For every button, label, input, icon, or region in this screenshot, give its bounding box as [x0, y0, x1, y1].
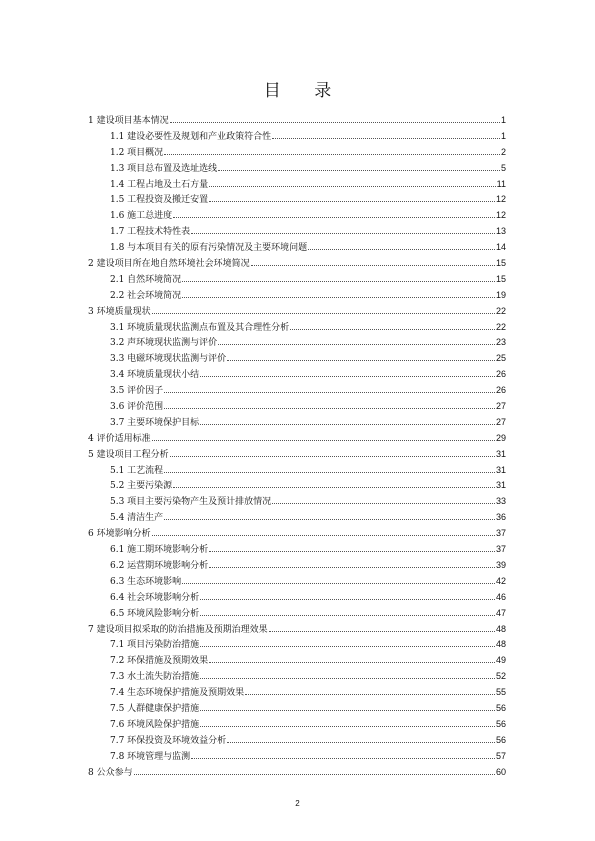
toc-entry-label: 5 建设项目工程分析	[88, 449, 169, 460]
toc-entry-page: 1	[500, 115, 506, 125]
toc-entry-label: 7 建设项目拟采取的防治措施及预期治理效果	[88, 624, 268, 635]
toc-entry-label: 8 公众参与	[88, 767, 133, 778]
toc-entry-page: 26	[495, 369, 506, 380]
dot-leader	[209, 550, 495, 552]
toc-entry-page: 33	[495, 496, 506, 507]
toc-entry[interactable]	[88, 320, 506, 336]
dot-leader	[164, 471, 495, 473]
toc-entry-page: 56	[495, 734, 506, 745]
toc-entry-page: 22	[495, 305, 506, 316]
toc-entry[interactable]	[88, 463, 506, 479]
dot-leader	[182, 582, 495, 584]
toc-entry-page: 25	[495, 353, 506, 364]
dot-leader	[164, 518, 495, 520]
dot-leader	[200, 677, 495, 679]
toc-entry-page: 13	[495, 226, 506, 237]
toc-entry[interactable]	[88, 606, 506, 622]
toc-entry-page: 57	[495, 750, 506, 761]
page-number: 2	[295, 799, 300, 808]
dot-leader	[290, 328, 495, 330]
toc-entry-label: 1.8 与本项目有关的原有污染情况及主要环境问题	[110, 243, 308, 254]
dot-leader	[218, 169, 500, 171]
toc-entry-page: 19	[495, 289, 506, 300]
toc-entry[interactable]	[88, 351, 506, 367]
dot-leader	[308, 248, 495, 250]
toc-entry-label: 3.7 主要环境保护目标	[110, 417, 200, 428]
toc-title: 目 录	[263, 81, 346, 101]
dot-leader	[209, 200, 495, 202]
toc-entry[interactable]	[88, 161, 506, 177]
dot-leader	[164, 407, 495, 409]
toc-entry-label: 3.6 评价范围	[110, 402, 164, 413]
dot-leader	[269, 630, 495, 632]
toc-entry-label: 1.1 建设必要性及规划和产业政策符合性	[110, 131, 272, 142]
toc-entry[interactable]	[88, 701, 506, 717]
toc-entry[interactable]	[88, 431, 506, 447]
toc-entry-page: 56	[495, 702, 506, 713]
toc-entry-page: 27	[495, 401, 506, 412]
toc-entry-label: 5.4 清洁生产	[110, 513, 164, 524]
toc-entry[interactable]	[88, 447, 506, 463]
dot-leader	[272, 502, 495, 504]
toc-entry-label: 6.5 环境风险影响分析	[110, 608, 200, 619]
toc-entry-page: 1	[500, 130, 506, 141]
dot-leader	[245, 693, 495, 695]
toc-entry-page: 15	[495, 273, 506, 284]
toc-entry-page: 11	[496, 178, 506, 189]
toc-entry[interactable]	[88, 335, 506, 351]
toc-entry-page: 27	[495, 416, 506, 427]
toc-entry[interactable]	[88, 399, 506, 415]
toc-entry-label: 1.2 项目概况	[110, 147, 164, 158]
toc-entry-page: 37	[495, 544, 506, 555]
toc-entry-page: 22	[495, 321, 506, 332]
toc-entry[interactable]	[88, 129, 506, 145]
toc-entry[interactable]	[88, 765, 506, 781]
dot-leader	[200, 375, 495, 377]
dot-leader	[218, 343, 495, 345]
toc-entry[interactable]	[88, 717, 506, 733]
toc-entry-label: 7.3 水土流失防治措施	[110, 672, 200, 683]
toc-entry[interactable]	[88, 542, 506, 558]
toc-entry-label: 1.4 工程占地及土石方量	[110, 179, 209, 190]
toc-entry-page: 5	[500, 162, 506, 173]
toc-entry-page: 31	[495, 464, 506, 475]
toc-entry-page: 49	[495, 655, 506, 666]
toc-entry-label: 2 建设项目所在地自然环境社会环境简况	[88, 259, 250, 270]
toc-entry[interactable]	[88, 510, 506, 526]
toc-entry-label: 3.4 环境质量现状小结	[110, 370, 200, 381]
dot-leader	[251, 264, 495, 266]
toc-entry-page: 31	[495, 480, 506, 491]
toc-entry-label: 1.7 工程技术特性表	[110, 227, 191, 238]
toc-entry[interactable]	[88, 192, 506, 208]
toc-entry-label: 6.2 运营期环境影响分析	[110, 560, 209, 571]
toc-entry[interactable]	[88, 304, 506, 320]
dot-leader	[170, 455, 495, 457]
toc-entry[interactable]	[88, 590, 506, 606]
dot-leader	[227, 741, 495, 743]
dot-leader	[200, 614, 495, 616]
toc-entry-label: 7.5 人群健康保护措施	[110, 703, 200, 714]
dot-leader	[191, 757, 495, 759]
toc-entry-label: 2.1 自然环境简况	[110, 274, 182, 285]
toc-entry[interactable]	[88, 653, 506, 669]
toc-entry-label: 7.7 环保投资及环境效益分析	[110, 735, 227, 746]
toc-entry-page: 48	[495, 623, 506, 634]
toc-entry-page: 12	[495, 210, 506, 221]
toc-entry[interactable]	[88, 272, 506, 288]
toc-entry-label: 6.3 生态环境影响	[110, 576, 182, 587]
dot-leader	[152, 439, 495, 441]
toc-entry-page: 56	[495, 718, 506, 729]
toc-entry[interactable]	[88, 622, 506, 638]
toc-entry-page: 12	[495, 194, 506, 205]
toc-entry-page: 2	[500, 146, 506, 157]
toc-entry-label: 5.2 主要污染源	[110, 481, 173, 492]
toc-entry-page: 36	[495, 512, 506, 523]
toc-entry[interactable]	[88, 208, 506, 224]
dot-leader	[200, 709, 495, 711]
dot-leader	[170, 121, 500, 123]
dot-leader	[191, 232, 495, 234]
toc-entry[interactable]	[88, 224, 506, 240]
toc-entry-page: 55	[495, 687, 506, 698]
toc-entry-page: 26	[495, 385, 506, 396]
dot-leader	[173, 486, 495, 488]
toc-entry-label: 3.5 评价因子	[110, 386, 164, 397]
toc-entry[interactable]	[88, 177, 506, 193]
toc-entry-label: 1.6 施工总进度	[110, 211, 173, 222]
toc-entry-label: 7.1 项目污染防治措施	[110, 640, 200, 651]
toc-entry-label: 3.3 电磁环境现状监测与评价	[110, 354, 227, 365]
toc-entry-page: 47	[495, 607, 506, 618]
toc-entry-label: 6.4 社会环境影响分析	[110, 592, 200, 603]
dot-leader	[182, 280, 495, 282]
toc-entry-page: 46	[495, 591, 506, 602]
dot-leader	[200, 645, 495, 647]
toc-entry-label: 1 建设项目基本情况	[88, 116, 169, 126]
toc-entry-page: 39	[495, 559, 506, 570]
dot-leader	[182, 296, 495, 298]
toc-entry-page: 60	[495, 766, 506, 777]
dot-leader	[200, 423, 495, 425]
dot-leader	[227, 359, 495, 361]
toc-entry-label: 7.8 环境管理与监测	[110, 751, 191, 762]
toc-entry-page: 15	[495, 258, 506, 269]
toc-entry-label: 2.2 社会环境简况	[110, 290, 182, 301]
toc-entry[interactable]	[88, 256, 506, 272]
toc-entry[interactable]	[88, 367, 506, 383]
toc-entry-label: 7.2 环保措施及预期效果	[110, 656, 209, 667]
toc-entry-page: 14	[495, 242, 506, 253]
toc-entry[interactable]	[88, 749, 506, 765]
dot-leader	[209, 661, 495, 663]
toc-entry-label: 7.6 环境风险保护措施	[110, 719, 200, 730]
toc-entry-label: 5.1 工艺流程	[110, 465, 164, 476]
dot-leader	[200, 598, 495, 600]
dot-leader	[164, 153, 500, 155]
toc-entry-page: 37	[495, 528, 506, 539]
toc-entry-label: 6.1 施工期环境影响分析	[110, 545, 209, 556]
toc-entry[interactable]	[88, 558, 506, 574]
toc-entry-label: 5.3 项目主要污染物产生及预计排放情况	[110, 497, 272, 508]
toc-entry[interactable]	[88, 494, 506, 510]
toc-entry-page: 42	[495, 575, 506, 586]
toc-entry-label: 6 环境影响分析	[88, 529, 151, 540]
toc-entry[interactable]	[88, 637, 506, 653]
dot-leader	[200, 725, 495, 727]
dot-leader	[152, 312, 495, 314]
toc-entry[interactable]	[88, 145, 506, 161]
toc-entry[interactable]	[88, 574, 506, 590]
dot-leader	[272, 137, 500, 139]
toc-entry[interactable]	[88, 288, 506, 304]
toc-entry-label: 3.2 声环境现状监测与评价	[110, 338, 218, 349]
toc-entry-page: 29	[495, 432, 506, 443]
toc-entry[interactable]	[88, 478, 506, 494]
toc-entry[interactable]	[88, 733, 506, 749]
toc-entry-page: 48	[495, 639, 506, 650]
dot-leader	[209, 185, 495, 187]
toc-entry[interactable]	[88, 383, 506, 399]
toc-entry[interactable]	[88, 526, 506, 542]
toc-entry[interactable]	[88, 669, 506, 685]
toc-entry[interactable]	[88, 685, 506, 701]
toc-entry[interactable]	[88, 113, 506, 129]
toc-entry-label: 4 评价适用标准	[88, 433, 151, 444]
toc-entry-label: 1.5 工程投资及搬迁安置	[110, 195, 209, 206]
toc-entry[interactable]	[88, 240, 506, 256]
toc-entry-label: 7.4 生态环境保护措施及预期效果	[110, 688, 245, 699]
table-of-contents	[88, 113, 506, 780]
toc-entry-page: 31	[495, 448, 506, 459]
dot-leader	[134, 773, 495, 775]
dot-leader	[152, 534, 495, 536]
dot-leader	[173, 216, 495, 218]
dot-leader	[209, 566, 495, 568]
toc-entry-label: 3.1 环境质量现状监测点布置及其合理性分析	[110, 322, 290, 333]
toc-entry-page: 52	[495, 671, 506, 682]
toc-entry-label: 3 环境质量现状	[88, 306, 151, 317]
toc-entry-page: 23	[495, 337, 506, 348]
dot-leader	[164, 391, 495, 393]
toc-entry-label: 1.3 项目总布置及选址选线	[110, 163, 218, 174]
toc-entry[interactable]	[88, 415, 506, 431]
